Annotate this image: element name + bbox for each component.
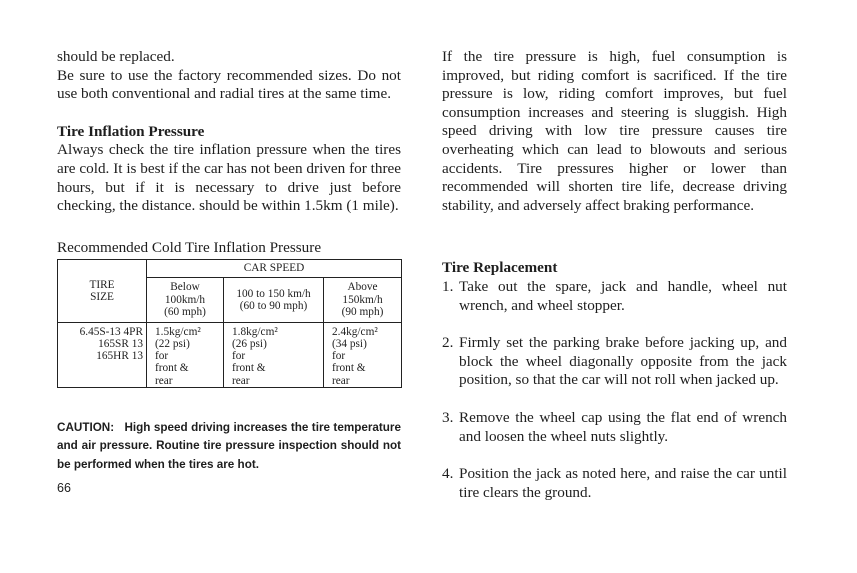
speed-col-below-l3: (60 mph): [164, 305, 206, 318]
table-title: Recommended Cold Tire Inflation Pressure: [57, 238, 322, 256]
speed-col-middle-l2: (60 to 90 mph): [239, 299, 308, 312]
pressure-psi: (22 psi): [155, 337, 190, 350]
pressure-front: front &: [232, 362, 266, 375]
list-item: [442, 278, 787, 315]
heading-tire-inflation-pressure: Tire Inflation Pressure: [57, 122, 205, 140]
step-text: Take out the spare, jack and handle, wheel nut wrench, and wheel stopper.: [459, 277, 787, 314]
speed-col-above-l1: Above: [347, 281, 378, 294]
paragraph-inflation-pressure: Always check the tire inflation pressure when the tires are cold. It is best if the car has not been driven for three hours, but if it is necessary to drive just before checking, the distance. should be within 1.5km (1 mile).: [57, 141, 401, 215]
paragraph-pressure-effects: If the tire pressure is high, fuel consumption is improved, but riding comfort is sacrificed. If the tire pressure is low, riding comfort improves, but fuel consumption increases and steering is sluggish. High speed driving with low tire pressure causes tire overheating which can lead to blowouts and serious accidents. Tire pressures higher or lower than recommended will shorten tire life, decrease driving stability, and adversely affect braking performance.: [442, 48, 787, 214]
pressure-for: for: [155, 350, 169, 363]
caution-text: High speed driving increases the tire temperature and air pressure. Routine tire pressure inspection should not be performed when the tires are hot.: [57, 420, 401, 471]
step-number: 1.: [442, 277, 454, 295]
tire-size-1: 6.45S-13 4PR: [79, 325, 143, 338]
pressure-rear: rear: [232, 374, 250, 387]
list-item: [442, 409, 787, 446]
speed-col-above-l2: 150km/h: [342, 293, 383, 306]
list-item: [442, 334, 787, 390]
pressure-rear: rear: [332, 374, 350, 387]
tire-size-header: [58, 259, 147, 322]
pressure-kg: 2.4kg/cm²: [332, 325, 378, 338]
caution-note: [57, 419, 401, 475]
speed-col-middle: [224, 277, 324, 322]
step-number: 4.: [442, 465, 454, 483]
car-speed-header: CAR SPEED: [147, 259, 402, 277]
pressure-cell-middle: [224, 322, 324, 387]
speed-col-middle-l1: 100 to 150 km/h: [236, 287, 311, 300]
pressure-for: for: [232, 350, 246, 363]
replacement-steps: [442, 278, 787, 502]
pressure-front: front &: [155, 362, 189, 375]
step-number: 3.: [442, 408, 454, 426]
pressure-rear: rear: [155, 374, 173, 387]
step-text: Position the jack as noted here, and raise the car until tire clears the ground.: [459, 465, 787, 501]
page-number: 66: [57, 481, 71, 496]
pressure-kg: 1.8kg/cm²: [232, 325, 278, 338]
paragraph-replaced: should be replaced.: [57, 48, 175, 65]
pressure-front: front &: [332, 362, 366, 375]
speed-col-above: [324, 277, 402, 322]
pressure-for: for: [332, 350, 346, 363]
tire-sizes-cell: [58, 322, 147, 387]
pressure-cell-above: [324, 322, 402, 387]
step-text: Firmly set the parking brake before jacking up, and block the wheel diagonally opposite from the jack position, so that the car will not roll when jacked up.: [459, 334, 787, 389]
pressure-psi: (34 psi): [332, 337, 367, 350]
speed-col-below-l1: Below: [170, 281, 200, 294]
pressure-cell-below: [147, 322, 224, 387]
paragraph-recommended-sizes: Be sure to use the factory recommended sizes. Do not use both conventional and radial tires at the same time.: [57, 66, 401, 103]
list-item: [442, 465, 787, 502]
pressure-psi: (26 psi): [232, 337, 267, 350]
speed-col-above-l3: (90 mph): [341, 305, 384, 318]
left-column: [57, 48, 401, 495]
step-text: Remove the wheel cap using the flat end of wrench and loosen the wheel nuts slightly.: [459, 408, 787, 445]
step-number: 2.: [442, 334, 454, 352]
tire-pressure-table: [57, 259, 402, 388]
tire-size-header-line1: TIRE: [89, 278, 115, 291]
table-row: [58, 322, 402, 387]
right-column: [442, 48, 787, 502]
tire-size-3: 165HR 13: [96, 350, 143, 363]
speed-col-below: [147, 277, 224, 322]
heading-tire-replacement: Tire Replacement: [442, 259, 558, 277]
tire-size-header-line2: SIZE: [90, 290, 114, 303]
caution-label: CAUTION:: [57, 420, 115, 434]
tire-size-2: 165SR 13: [98, 337, 143, 350]
speed-col-below-l2: 100km/h: [164, 293, 206, 306]
pressure-kg: 1.5kg/cm²: [155, 325, 201, 338]
